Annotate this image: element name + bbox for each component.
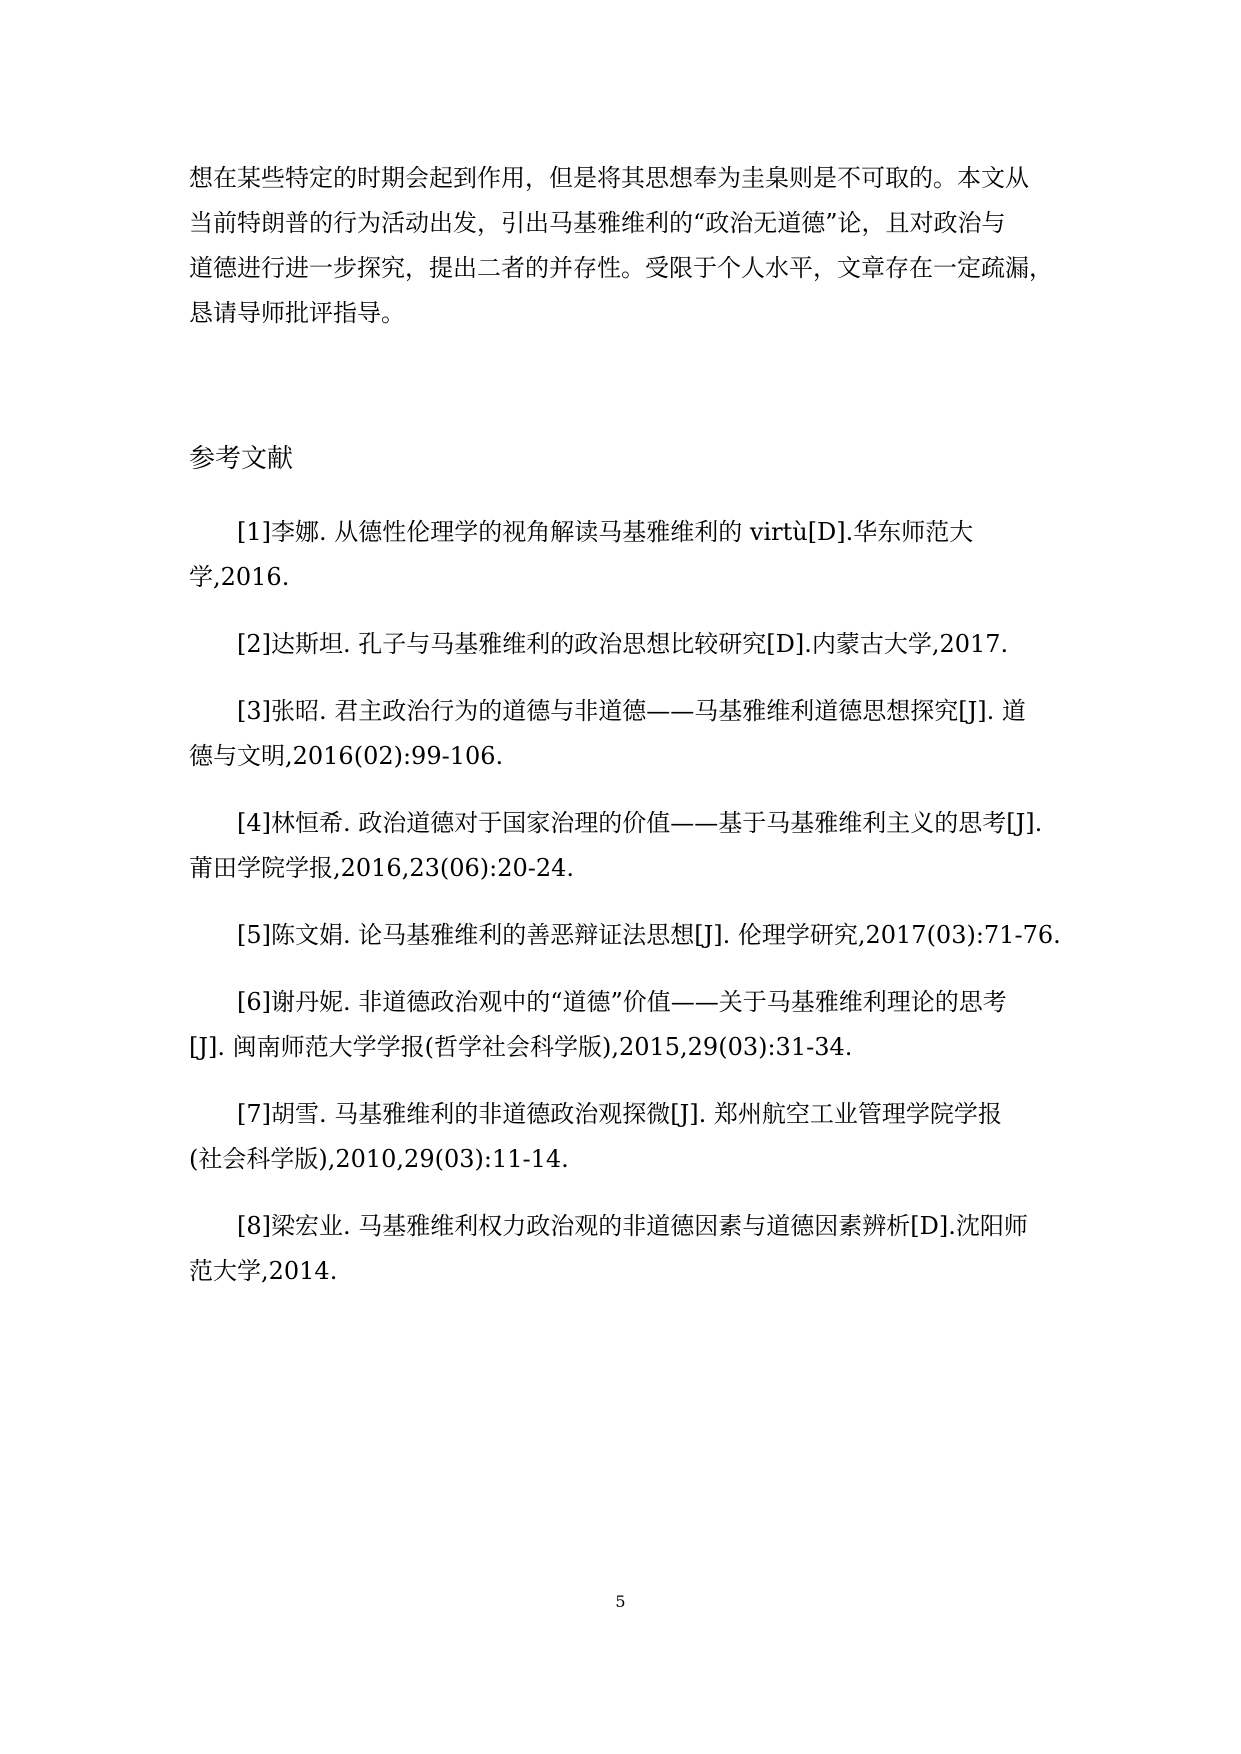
reference-line: (社会科学版),2010,29(03):11-14. bbox=[189, 1145, 569, 1173]
reference-line: 莆田学院学报,2016,23(06):20-24. bbox=[189, 854, 575, 882]
reference-list bbox=[189, 510, 1069, 1316]
reference-item bbox=[189, 510, 1069, 600]
reference-line: 范大学,2014. bbox=[189, 1257, 338, 1285]
reference-line: [7]胡雪. 马基雅维利的非道德政治观探微[J]. 郑州航空工业管理学院学报 bbox=[237, 1100, 1002, 1128]
paragraph-line: 当前特朗普的行为活动出发，引出马基雅维利的“政治无道德”论，且对政治与 bbox=[189, 209, 1006, 237]
reference-line: [3]张昭. 君主政治行为的道德与非道德——马基雅维利道德思想探究[J]. 道 bbox=[237, 697, 1026, 725]
reference-item bbox=[189, 801, 1069, 891]
paragraph-line: 道德进行进一步探究，提出二者的并存性。受限于个人水平，文章存在一定疏漏， bbox=[189, 254, 1053, 282]
reference-line: [J]. 闽南师范大学学报(哲学社会科学版),2015,29(03):31-34. bbox=[189, 1033, 853, 1061]
reference-item bbox=[189, 689, 1069, 779]
page-number: 5 bbox=[615, 1592, 626, 1611]
reference-item bbox=[189, 622, 1069, 667]
paragraph-line: 恳请导师批评指导。 bbox=[189, 299, 405, 327]
reference-line: 德与文明,2016(02):99-106. bbox=[189, 742, 504, 770]
reference-line: [6]谢丹妮. 非道德政治观中的“道德”价值——关于马基雅维利理论的思考 bbox=[237, 988, 1007, 1016]
reference-item bbox=[189, 1092, 1069, 1182]
paragraph-line: 想在某些特定的时期会起到作用，但是将其思想奉为圭臬则是不可取的。本文从 bbox=[189, 164, 1029, 192]
reference-item bbox=[189, 913, 1069, 958]
reference-item bbox=[189, 980, 1069, 1070]
reference-line: [2]达斯坦. 孔子与马基雅维利的政治思想比较研究[D].内蒙古大学,2017. bbox=[237, 630, 1009, 658]
conclusion-paragraph bbox=[189, 156, 1079, 336]
reference-line: [4]林恒希. 政治道德对于国家治理的价值——基于马基雅维利主义的思考[J]. bbox=[237, 809, 1043, 837]
reference-line: [8]梁宏业. 马基雅维利权力政治观的非道德因素与道德因素辨析[D].沈阳师 bbox=[237, 1212, 1028, 1240]
reference-line: [5]陈文娟. 论马基雅维利的善恶辩证法思想[J]. 伦理学研究,2017(03):71-76. bbox=[237, 921, 1061, 949]
reference-line: 学,2016. bbox=[189, 563, 290, 591]
reference-line: [1]李娜. 从德性伦理学的视角解读马基雅维利的 virtù[D].华东师范大 bbox=[237, 518, 974, 546]
reference-item bbox=[189, 1204, 1069, 1294]
references-heading: 参考文献 bbox=[189, 444, 294, 474]
